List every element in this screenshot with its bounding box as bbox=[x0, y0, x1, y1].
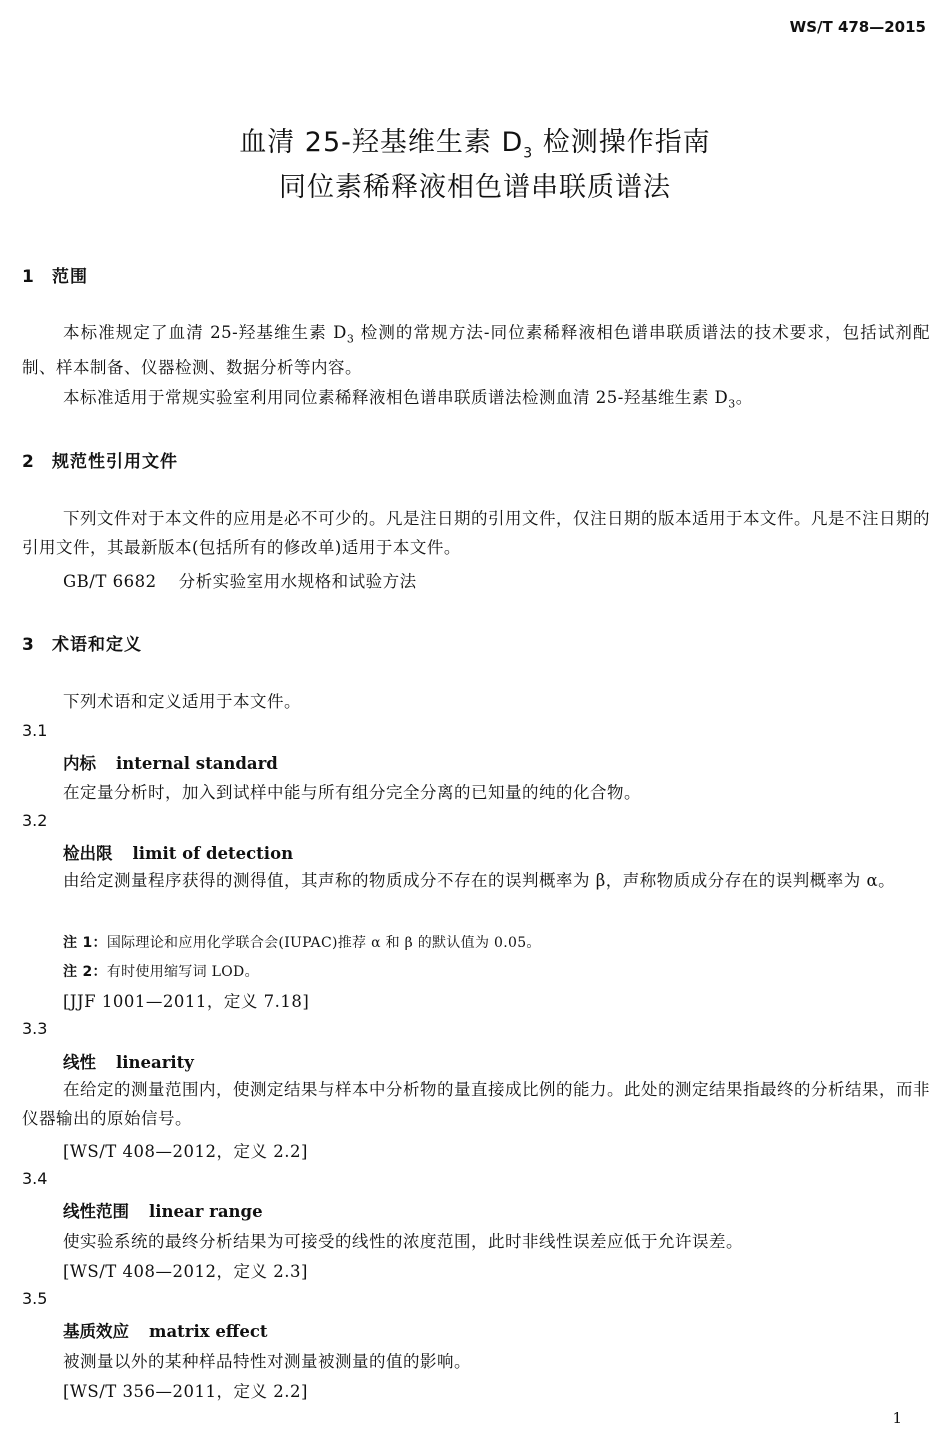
section-1-p1-subscript: 3 bbox=[346, 332, 355, 346]
term-3-3-en: linearity bbox=[116, 1053, 194, 1072]
section-1-p2-subscript: 3 bbox=[728, 397, 736, 411]
term-3-1-en: internal standard bbox=[116, 754, 278, 773]
section-1-p2-text-b: 。 bbox=[735, 388, 753, 407]
section-3-heading bbox=[22, 630, 142, 655]
term-3-3-number: 3.3 bbox=[22, 1019, 48, 1038]
section-3-intro: 下列术语和定义适用于本文件。 bbox=[63, 692, 301, 711]
reference-code: GB/T 6682 bbox=[63, 572, 157, 591]
note-1-text: 国际理论和应用化学联合会(IUPAC)推荐 α 和 β 的默认值为 0.05。 bbox=[106, 935, 541, 951]
term-3-4-en: linear range bbox=[149, 1202, 263, 1221]
section-2-paragraph-1: 下列文件对于本文件的应用是必不可少的。凡是注日期的引用文件，仅注日期的版本适用于本文件。凡是不注日期的引用文件，其最新版本(包括所有的修改单)适用于本文件。 bbox=[22, 509, 930, 557]
term-3-2-zh: 检出限 bbox=[63, 844, 113, 863]
term-3-4-heading bbox=[63, 1198, 263, 1222]
normative-reference bbox=[63, 568, 417, 592]
term-3-2-note-1 bbox=[63, 932, 541, 952]
section-2-number: 2 bbox=[22, 452, 35, 472]
term-3-5-heading bbox=[63, 1318, 268, 1342]
title-subscript: 3 bbox=[523, 145, 534, 162]
page-number: 1 bbox=[892, 1409, 902, 1427]
term-3-2-number: 3.2 bbox=[22, 811, 48, 830]
section-1-title: 范围 bbox=[52, 267, 88, 287]
term-3-3-source: [WS/T 408—2012，定义 2.2] bbox=[63, 1142, 308, 1161]
term-3-2-source: [JJF 1001—2011，定义 7.18] bbox=[63, 992, 310, 1011]
term-3-1-definition: 在定量分析时，加入到试样中能与所有组分完全分离的已知量的纯的化合物。 bbox=[63, 783, 641, 802]
section-1-p1-text-b: 检测的常规方法-同位素稀释液相色谱串联质谱法的技术要求，包括试剂配制、样本制备、仪器检测、数据分析等内容。 bbox=[22, 323, 930, 378]
term-3-2-definition: 由给定测量程序获得的测得值，其声称的物质成分不存在的误判概率为 β，声称物质成分存在的误判概率为 α。 bbox=[63, 871, 896, 890]
section-1-paragraph-1 bbox=[22, 318, 930, 382]
term-3-5-zh: 基质效应 bbox=[63, 1322, 129, 1341]
term-3-4-definition: 使实验系统的最终分析结果为可接受的线性的浓度范围，此时非线性误差应低于允许误差。 bbox=[63, 1232, 743, 1251]
document-code: WS/T 478—2015 bbox=[789, 18, 926, 36]
term-3-2-heading bbox=[63, 840, 293, 864]
section-2-title: 规范性引用文件 bbox=[52, 452, 178, 472]
term-3-4-source: [WS/T 408—2012，定义 2.3] bbox=[63, 1262, 308, 1281]
document-title-line-1 bbox=[0, 120, 950, 161]
title-line-1-tail: 检测操作指南 bbox=[533, 127, 711, 158]
title-line-1-text: 血清 25-羟基维生素 D bbox=[239, 127, 524, 158]
term-3-3-definition: 在给定的测量范围内，使测定结果与样本中分析物的量直接成比例的能力。此处的测定结果指最终的分析结果，而非仪器输出的原始信号。 bbox=[22, 1080, 930, 1128]
term-3-3-heading bbox=[63, 1049, 194, 1073]
section-3-number: 3 bbox=[22, 635, 35, 655]
term-3-1-number: 3.1 bbox=[22, 721, 48, 740]
term-3-1-zh: 内标 bbox=[63, 754, 96, 773]
section-1-p2-text-a: 本标准适用于常规实验室利用同位素稀释液相色谱串联质谱法检测血清 25-羟基维生素 D bbox=[63, 388, 729, 407]
section-3-title: 术语和定义 bbox=[52, 635, 142, 655]
term-3-2-note-2 bbox=[63, 961, 259, 981]
note-1-label: 注 1： bbox=[63, 935, 107, 951]
term-3-1-heading bbox=[63, 750, 278, 774]
section-1-paragraph-2 bbox=[63, 384, 753, 410]
section-1-heading bbox=[22, 262, 88, 287]
section-2-heading bbox=[22, 447, 178, 472]
document-title-line-2: 同位素稀释液相色谱串联质谱法 bbox=[279, 172, 671, 203]
term-3-3-zh: 线性 bbox=[63, 1053, 96, 1072]
term-3-5-number: 3.5 bbox=[22, 1289, 48, 1308]
reference-title: 分析实验室用水规格和试验方法 bbox=[178, 572, 417, 591]
section-1-p1-text-a: 本标准规定了血清 25-羟基维生素 D bbox=[63, 323, 347, 342]
term-3-5-en: matrix effect bbox=[149, 1322, 268, 1341]
term-3-5-definition: 被测量以外的某种样品特性对测量被测量的值的影响。 bbox=[63, 1352, 471, 1371]
note-2-label: 注 2： bbox=[63, 964, 107, 980]
term-3-4-number: 3.4 bbox=[22, 1169, 48, 1188]
term-3-2-en: limit of detection bbox=[132, 844, 294, 863]
term-3-5-source: [WS/T 356—2011，定义 2.2] bbox=[63, 1382, 308, 1401]
note-2-text: 有时使用缩写词 LOD。 bbox=[106, 964, 259, 980]
section-1-number: 1 bbox=[22, 267, 35, 287]
term-3-4-zh: 线性范围 bbox=[63, 1202, 129, 1221]
